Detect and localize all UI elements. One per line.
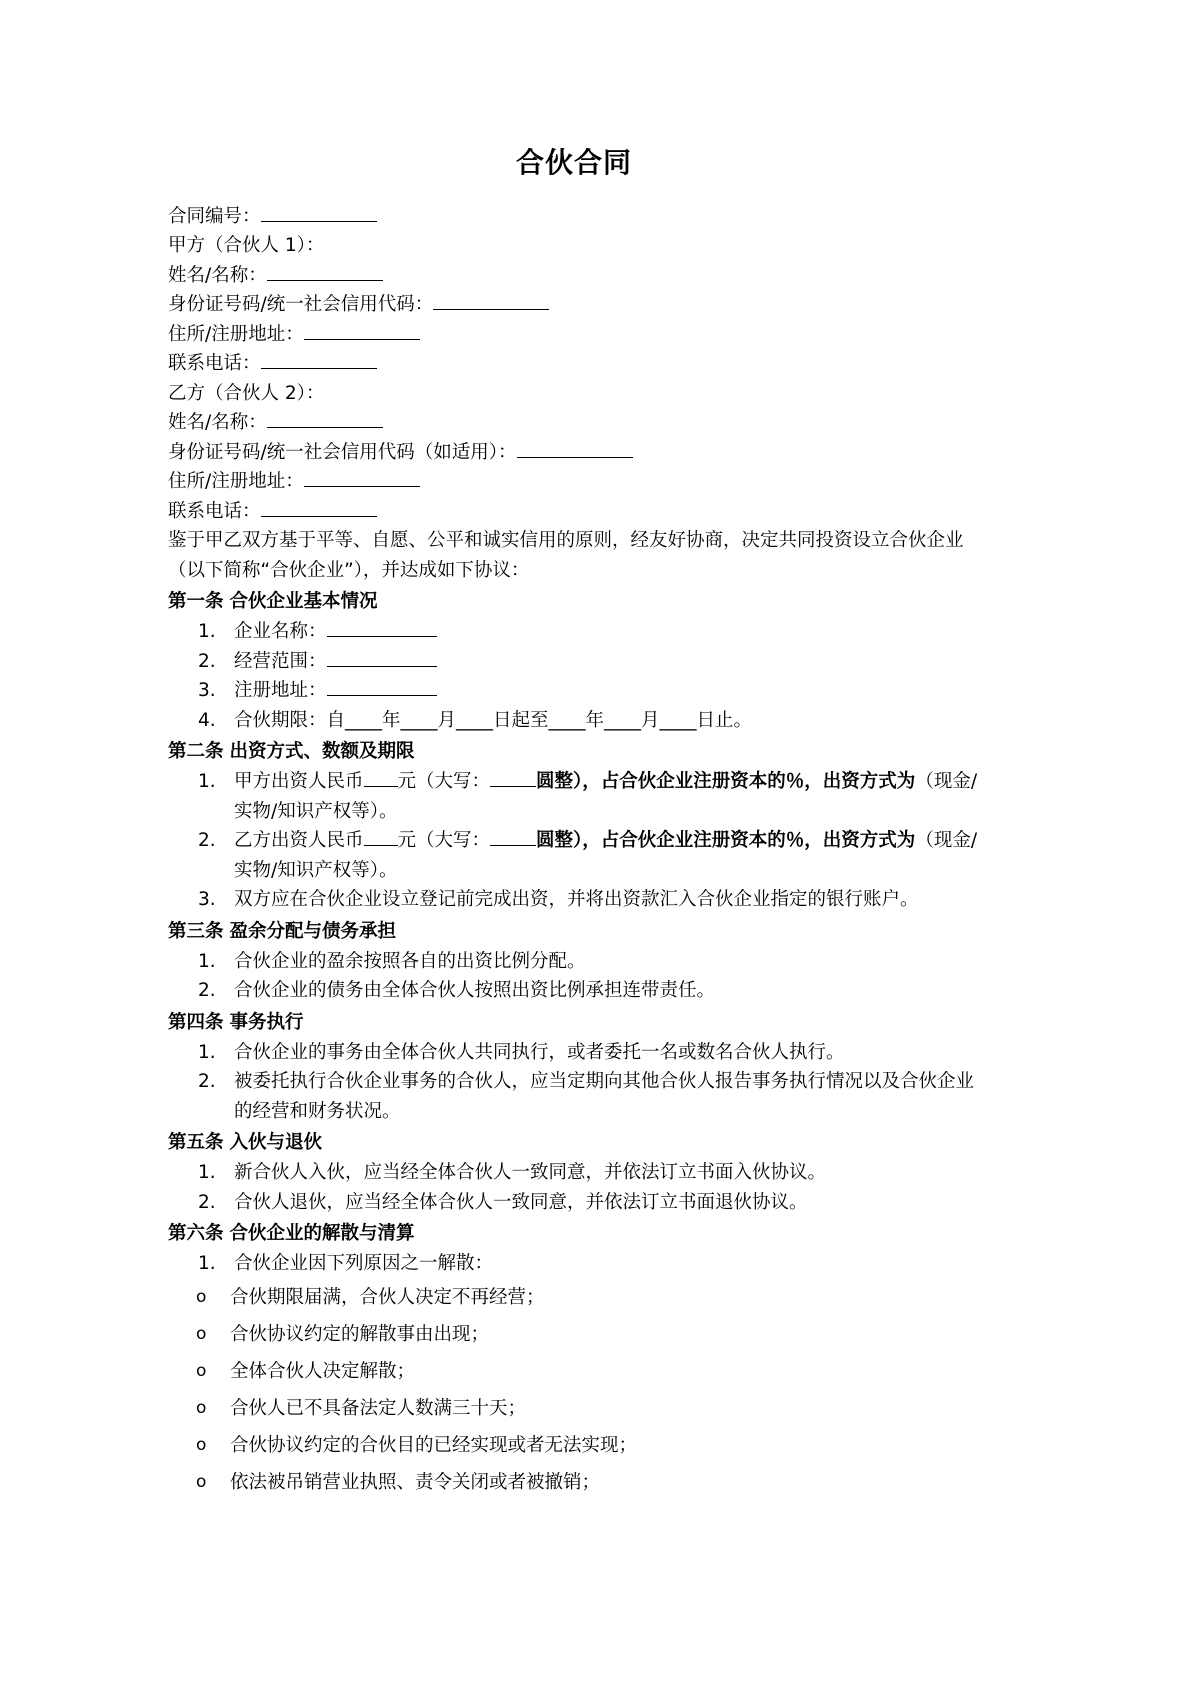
article-2-items <box>168 767 980 915</box>
list-marker: 3. <box>198 680 216 702</box>
item-text: 合伙期限届满，合伙人决定不再经营； <box>230 1286 545 1308</box>
list-item <box>168 1279 980 1316</box>
fill-blank[interactable] <box>261 368 377 369</box>
list-item <box>168 1067 980 1126</box>
circle-bullet-icon: o <box>196 1397 207 1418</box>
circle-bullet-icon: o <box>196 1434 207 1455</box>
list-item <box>168 826 980 885</box>
item-text: 合伙协议约定的解散事由出现； <box>230 1323 490 1345</box>
item-text: 双方应在合伙企业设立登记前完成出资，并将出资款汇入合伙企业指定的银行账户。 <box>234 889 919 911</box>
fill-blank[interactable] <box>433 309 549 310</box>
item-text-b: 元（大写： <box>397 771 491 793</box>
list-marker: 1. <box>198 621 216 643</box>
list-item <box>168 767 980 826</box>
fill-blank[interactable] <box>267 280 383 281</box>
party-b-heading: 乙方（合伙人 2）： <box>168 382 325 404</box>
article-number: 第五条 <box>168 1132 224 1154</box>
article-3-items <box>168 947 980 1006</box>
item-text-e: （现金/实物/知识产权等）。 <box>234 830 978 881</box>
item-text: 经营范围： <box>234 650 327 672</box>
article-number: 第一条 <box>168 591 224 613</box>
article-6 <box>168 1219 980 1501</box>
field-party-b-address <box>168 467 980 497</box>
list-marker: 1. <box>198 1253 216 1275</box>
preamble-paragraph: 鉴于甲乙双方基于平等、自愿、公平和诚实信用的原则，经友好协商，决定共同投资设立合伙企业（以下简称“合伙企业”），并达成如下协议： <box>168 530 964 581</box>
article-heading <box>168 737 980 767</box>
fill-blank[interactable] <box>364 845 398 846</box>
document-body <box>168 146 980 1501</box>
field-label: 身份证号码/统一社会信用代码（如适用）： <box>168 441 517 463</box>
item-text-a: 甲方出资人民币 <box>234 771 364 793</box>
article-heading <box>168 587 980 617</box>
field-party-a-id <box>168 290 980 320</box>
list-marker: 3. <box>198 889 216 911</box>
fill-blank[interactable] <box>327 666 437 667</box>
list-item <box>168 706 980 736</box>
circle-bullet-icon: o <box>196 1360 207 1381</box>
list-item <box>168 1427 980 1464</box>
field-label: 联系电话： <box>168 500 261 522</box>
article-number: 第三条 <box>168 920 224 942</box>
article-title: 合伙企业基本情况 <box>229 591 378 613</box>
item-text: 合伙人退伙，应当经全体合伙人一致同意，并依法订立书面退伙协议。 <box>234 1191 808 1213</box>
fill-blank[interactable] <box>304 486 420 487</box>
article-heading <box>168 917 980 947</box>
circle-bullet-icon: o <box>196 1323 207 1344</box>
item-text: 企业名称： <box>234 621 327 643</box>
article-heading <box>168 1128 980 1158</box>
list-marker: 4. <box>198 709 216 731</box>
circle-bullet-icon: o <box>196 1471 207 1492</box>
article-6-items <box>168 1249 980 1279</box>
list-item <box>168 1038 980 1068</box>
fill-blank[interactable] <box>261 516 377 517</box>
field-contract-number <box>168 202 980 232</box>
item-text: 依法被吊销营业执照、责令关闭或者被撤销； <box>230 1471 601 1493</box>
item-text-d: ，占合伙企业注册资本的％，出资方式为 <box>582 771 916 793</box>
field-label: 合同编号： <box>168 205 261 227</box>
list-item <box>168 1158 980 1188</box>
field-label: 住所/注册地址： <box>168 323 304 345</box>
article-3 <box>168 917 980 1006</box>
party-a-heading: 甲方（合伙人 1）： <box>168 235 325 257</box>
field-party-b-name <box>168 408 980 438</box>
fill-blank[interactable] <box>267 427 383 428</box>
article-number: 第二条 <box>168 741 224 763</box>
list-item <box>168 1188 980 1218</box>
article-title: 盈余分配与债务承担 <box>229 920 397 942</box>
item-text: 注册地址： <box>234 680 327 702</box>
list-item <box>168 976 980 1006</box>
item-text-e: （现金/实物/知识产权等）。 <box>234 771 978 822</box>
fill-blank[interactable] <box>327 695 437 696</box>
field-party-a-name <box>168 261 980 291</box>
article-5 <box>168 1128 980 1217</box>
field-party-a-address <box>168 320 980 350</box>
list-marker: 1. <box>198 1041 216 1063</box>
list-item <box>168 885 980 915</box>
list-marker: 2. <box>198 1071 216 1093</box>
article-5-items <box>168 1158 980 1217</box>
article-heading <box>168 1219 980 1249</box>
field-party-a-phone <box>168 349 980 379</box>
fill-blank[interactable] <box>490 845 536 846</box>
list-item <box>168 676 980 706</box>
field-label: 姓名/名称： <box>168 412 267 434</box>
fill-blank[interactable] <box>327 636 437 637</box>
article-2 <box>168 737 980 915</box>
field-party-b-id <box>168 438 980 468</box>
item-text: 合伙人已不具备法定人数满三十天； <box>230 1397 527 1419</box>
article-title: 事务执行 <box>229 1011 304 1033</box>
list-item <box>168 1353 980 1390</box>
item-text-a: 乙方出资人民币 <box>234 830 364 852</box>
field-party-b-phone <box>168 497 980 527</box>
article-4 <box>168 1008 980 1127</box>
item-text: 被委托执行合伙企业事务的合伙人，应当定期向其他合伙人报告事务执行情况以及合伙企业的经营和财务状况。 <box>234 1071 975 1122</box>
article-title: 合伙企业的解散与清算 <box>229 1223 415 1245</box>
field-label: 联系电话： <box>168 353 261 375</box>
item-text: 合伙企业因下列原因之一解散： <box>234 1253 494 1275</box>
fill-blank[interactable] <box>517 457 633 458</box>
item-text: 合伙协议约定的合伙目的已经实现或者无法实现； <box>230 1434 638 1456</box>
list-item <box>168 617 980 647</box>
article-heading <box>168 1008 980 1038</box>
item-text: 合伙期限：自____年____月____日起至____年____月____日止。 <box>234 709 753 731</box>
article-1-items <box>168 617 980 735</box>
list-item <box>168 1316 980 1353</box>
list-marker: 2. <box>198 1191 216 1213</box>
field-label: 姓名/名称： <box>168 264 267 286</box>
fill-blank[interactable] <box>304 339 420 340</box>
article-4-items <box>168 1038 980 1127</box>
page-title: 合伙合同 <box>515 146 632 179</box>
circle-bullet-icon: o <box>196 1286 207 1307</box>
list-item <box>168 1464 980 1501</box>
field-label: 身份证号码/统一社会信用代码： <box>168 294 434 316</box>
list-item <box>168 1390 980 1427</box>
item-text: 合伙企业的事务由全体合伙人共同执行，或者委托一名或数名合伙人执行。 <box>234 1041 845 1063</box>
item-text-d: ，占合伙企业注册资本的％，出资方式为 <box>582 830 916 852</box>
dissolution-reason-list <box>168 1279 980 1501</box>
item-text: 新合伙人入伙，应当经全体合伙人一致同意，并依法订立书面入伙协议。 <box>234 1162 827 1184</box>
item-text-c: 圆整） <box>536 830 583 852</box>
list-marker: 2. <box>198 980 216 1002</box>
item-text: 合伙企业的债务由全体合伙人按照出资比例承担连带责任。 <box>234 980 716 1002</box>
list-marker: 1. <box>198 1162 216 1184</box>
item-text-b: 元（大写： <box>397 830 491 852</box>
list-marker: 1. <box>198 771 216 793</box>
item-text: 全体合伙人决定解散； <box>230 1360 416 1382</box>
fill-blank[interactable] <box>490 786 536 787</box>
list-item <box>168 947 980 977</box>
item-text-c: 圆整） <box>536 771 583 793</box>
item-text: 合伙企业的盈余按照各自的出资比例分配。 <box>234 950 586 972</box>
article-number: 第四条 <box>168 1011 224 1033</box>
header-fields-block <box>168 202 980 527</box>
fill-blank[interactable] <box>261 221 377 222</box>
article-number: 第六条 <box>168 1223 224 1245</box>
article-1 <box>168 587 980 735</box>
article-title: 入伙与退伙 <box>229 1132 323 1154</box>
list-marker: 1. <box>198 950 216 972</box>
fill-blank[interactable] <box>364 786 398 787</box>
list-marker: 2. <box>198 650 216 672</box>
list-marker: 2. <box>198 830 216 852</box>
field-label: 住所/注册地址： <box>168 471 304 493</box>
article-title: 出资方式、数额及期限 <box>229 741 415 763</box>
list-item <box>168 1249 980 1279</box>
list-item <box>168 647 980 677</box>
